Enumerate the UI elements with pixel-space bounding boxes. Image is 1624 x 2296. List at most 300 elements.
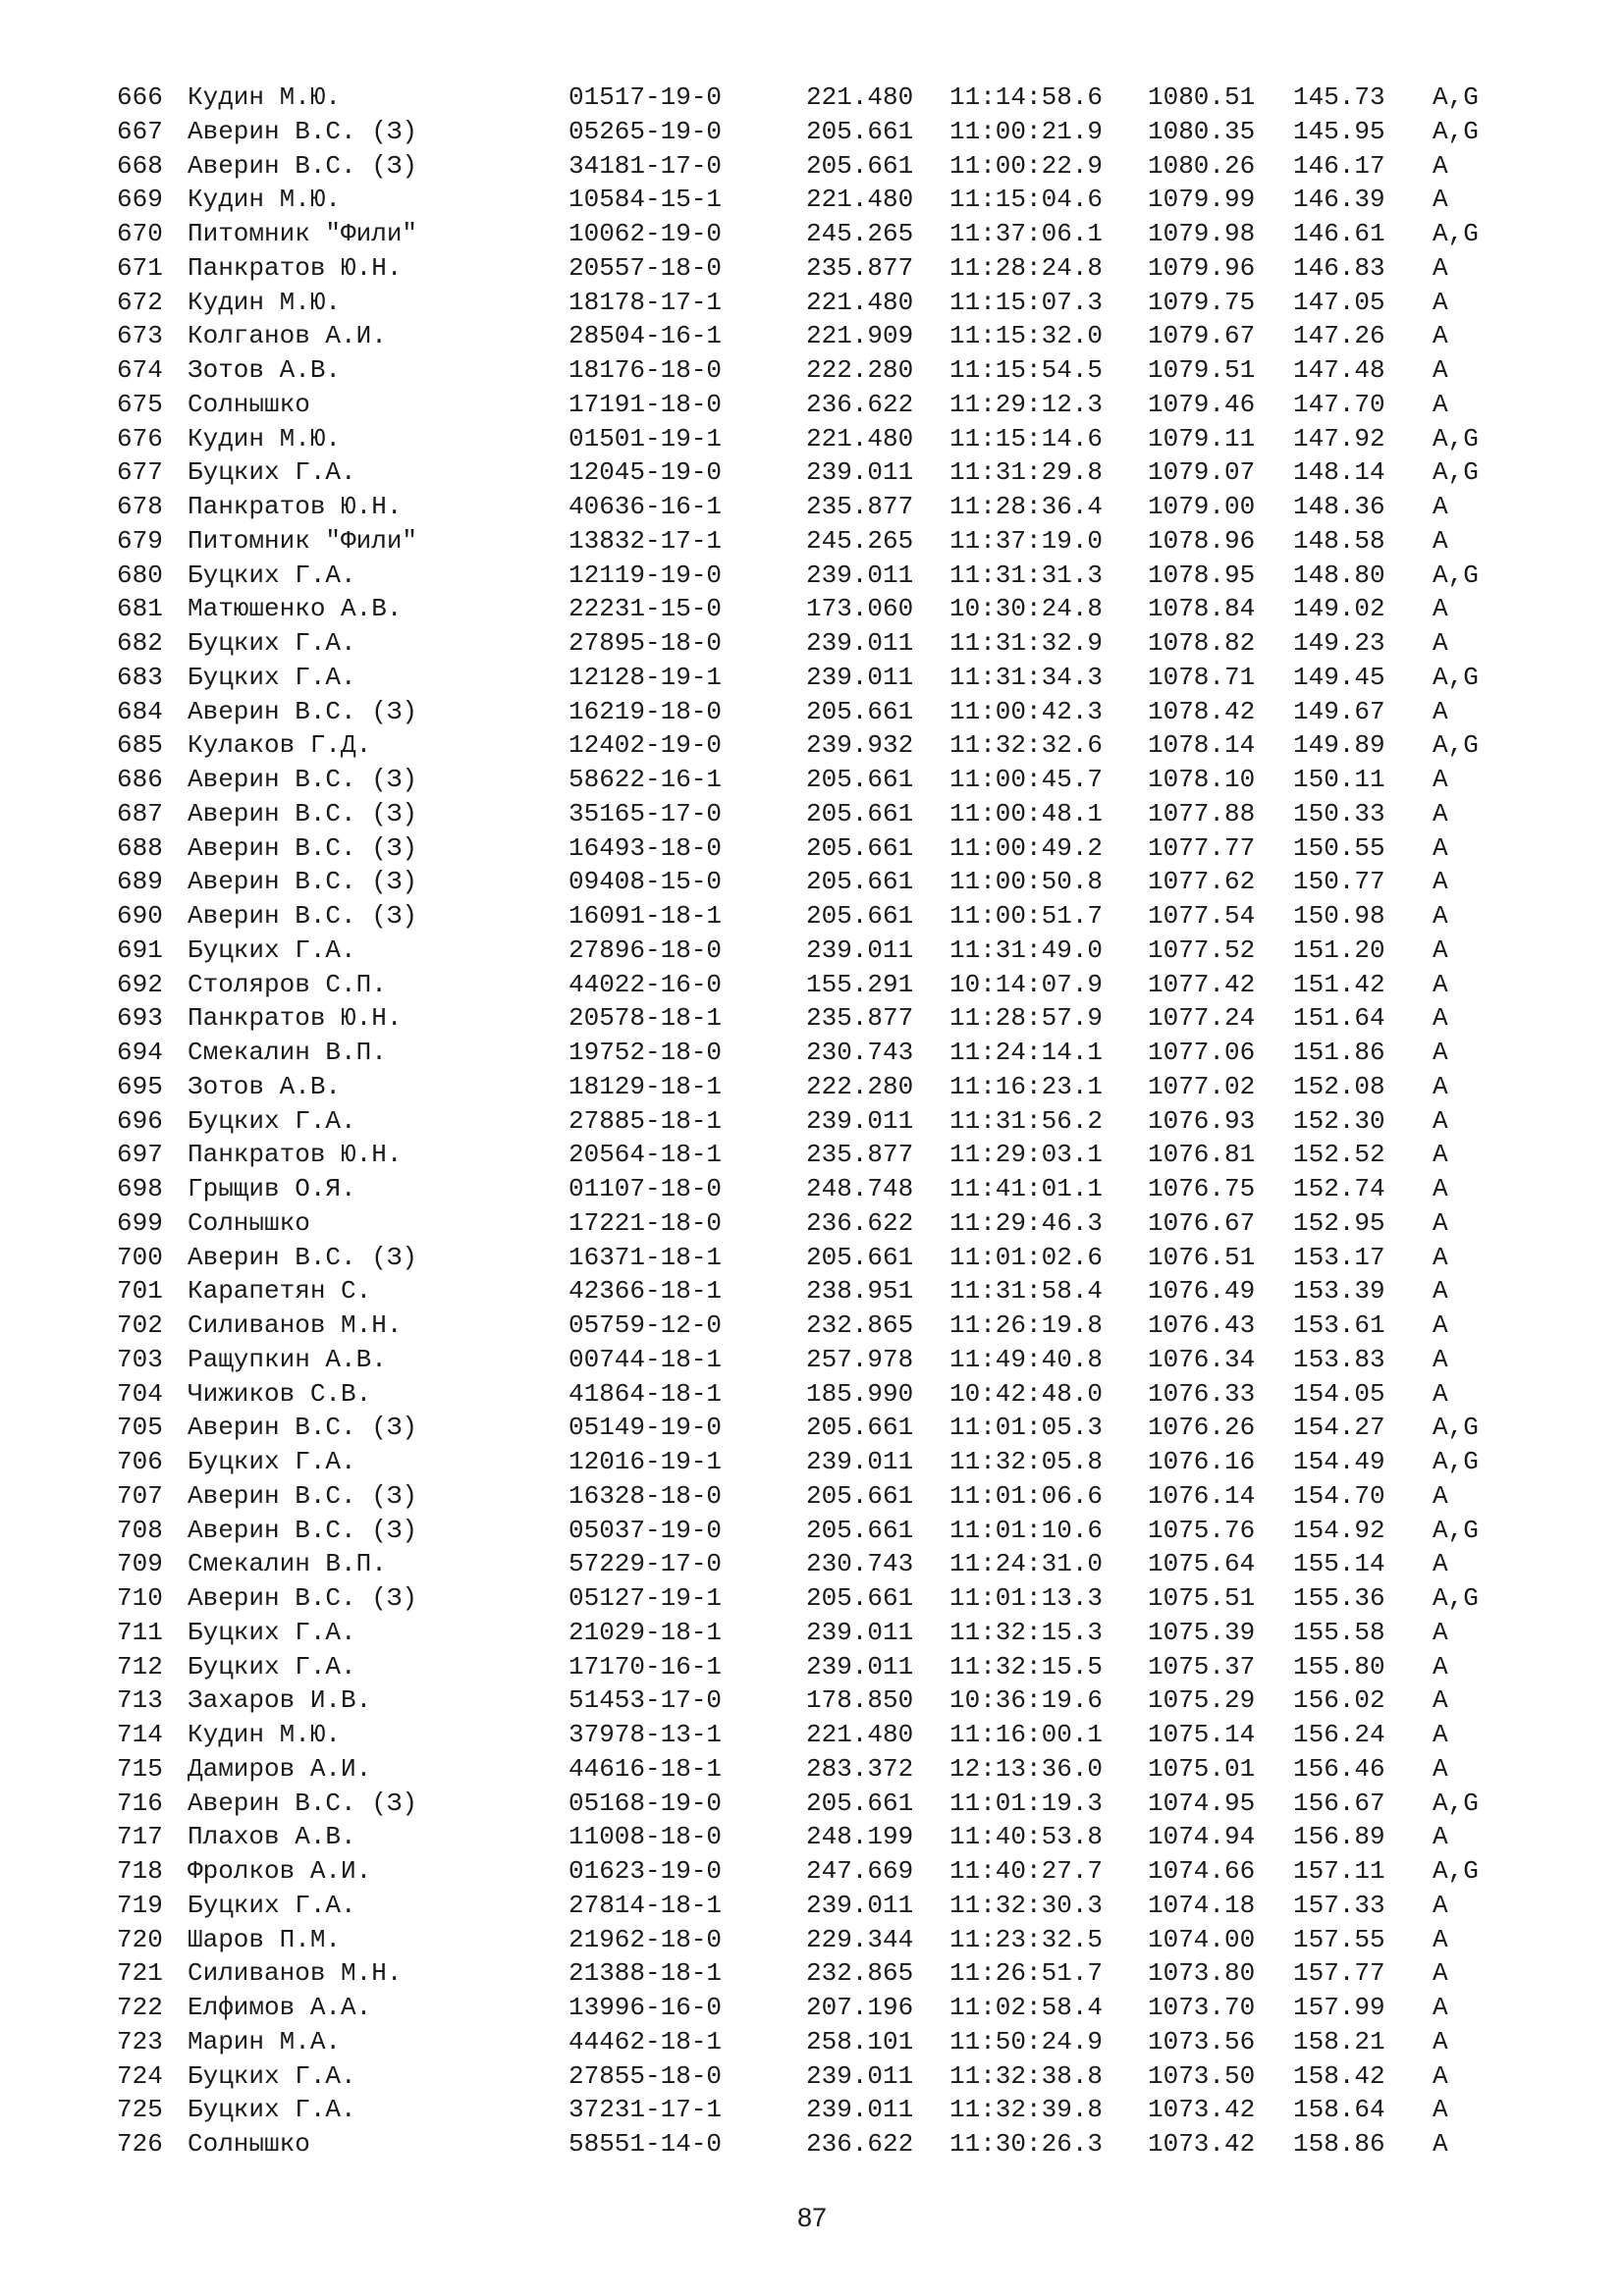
fancier-name: Буцких Г.А.	[188, 628, 356, 658]
table-row	[117, 1650, 1531, 1684]
speed: 1076.33	[1148, 1378, 1256, 1409]
ring-number: 10584-15-1	[568, 185, 723, 215]
points: 147.26	[1293, 321, 1385, 351]
speed: 1073.42	[1148, 2095, 1256, 2125]
arrival-time: 11:24:14.1	[949, 1038, 1104, 1067]
distance: 239.011	[806, 457, 914, 488]
table-row	[117, 2127, 1531, 2162]
row-number: 678	[117, 492, 163, 521]
arrival-time: 11:29:12.3	[949, 389, 1104, 419]
speed: 1079.75	[1148, 287, 1256, 317]
table-row	[117, 728, 1531, 763]
points: 149.89	[1293, 730, 1385, 761]
speed: 1078.96	[1148, 525, 1256, 556]
speed: 1078.95	[1148, 560, 1256, 590]
fancier-name: Колганов А.И.	[188, 321, 387, 351]
flags: A	[1433, 765, 1448, 794]
ring-number: 27895-18-0	[568, 628, 723, 658]
arrival-time: 11:00:21.9	[949, 116, 1104, 146]
table-row	[117, 831, 1531, 866]
flags: A	[1433, 2129, 1448, 2159]
points: 151.86	[1293, 1038, 1385, 1067]
row-number: 666	[117, 82, 163, 112]
fancier-name: Шаров П.М.	[188, 1924, 342, 1954]
speed: 1078.84	[1148, 594, 1256, 624]
arrival-time: 11:02:58.4	[949, 1993, 1104, 2022]
points: 152.30	[1293, 1105, 1385, 1136]
ring-number: 27885-18-1	[568, 1105, 723, 1136]
table-row	[117, 1683, 1531, 1718]
points: 151.64	[1293, 1003, 1385, 1034]
points: 155.58	[1293, 1617, 1385, 1647]
fancier-name: Панкратов Ю.Н.	[188, 1140, 403, 1170]
ring-number: 21388-18-1	[568, 1958, 723, 1989]
distance: 235.877	[806, 492, 914, 521]
speed: 1075.51	[1148, 1583, 1256, 1613]
flags: A	[1433, 1753, 1448, 1784]
row-number: 682	[117, 628, 163, 658]
table-row	[117, 2059, 1531, 2094]
flags: A	[1433, 1105, 1448, 1136]
row-number: 700	[117, 1242, 163, 1272]
table-row	[117, 217, 1531, 251]
arrival-time: 11:32:39.8	[949, 2095, 1104, 2125]
flags: A	[1433, 2095, 1448, 2125]
row-number: 672	[117, 287, 163, 317]
flags: A,G	[1433, 1515, 1479, 1545]
points: 146.39	[1293, 185, 1385, 215]
arrival-time: 11:32:30.3	[949, 1890, 1104, 1920]
speed: 1073.50	[1148, 2060, 1256, 2091]
table-row	[117, 1036, 1531, 1070]
row-number: 688	[117, 832, 163, 863]
points: 146.17	[1293, 150, 1385, 181]
ring-number: 58622-16-1	[568, 765, 723, 794]
arrival-time: 11:16:00.1	[949, 1720, 1104, 1749]
arrival-time: 11:00:50.8	[949, 867, 1104, 897]
fancier-name: Матюшенко А.В.	[188, 594, 403, 624]
row-number: 680	[117, 560, 163, 590]
row-number: 681	[117, 594, 163, 624]
ring-number: 27814-18-1	[568, 1890, 723, 1920]
row-number: 704	[117, 1378, 163, 1409]
distance: 205.661	[806, 901, 914, 931]
points: 157.55	[1293, 1924, 1385, 1954]
table-row	[117, 934, 1531, 968]
row-number: 719	[117, 1890, 163, 1920]
distance: 205.661	[806, 1242, 914, 1272]
speed: 1074.94	[1148, 1822, 1256, 1852]
row-number: 721	[117, 1958, 163, 1989]
flags: A	[1433, 1651, 1448, 1682]
table-row	[117, 251, 1531, 286]
distance: 205.661	[806, 1480, 914, 1511]
speed: 1077.88	[1148, 798, 1256, 828]
arrival-time: 11:32:38.8	[949, 2060, 1104, 2091]
ring-number: 00744-18-1	[568, 1344, 723, 1374]
table-row	[117, 865, 1531, 899]
points: 155.80	[1293, 1651, 1385, 1682]
table-row	[117, 1923, 1531, 1957]
row-number: 707	[117, 1480, 163, 1511]
speed: 1075.14	[1148, 1720, 1256, 1749]
row-number: 726	[117, 2129, 163, 2159]
points: 149.02	[1293, 594, 1385, 624]
ring-number: 35165-17-0	[568, 798, 723, 828]
table-row	[117, 1479, 1531, 1514]
row-number: 720	[117, 1924, 163, 1954]
ring-number: 57229-17-0	[568, 1549, 723, 1579]
speed: 1080.35	[1148, 116, 1256, 146]
speed: 1076.14	[1148, 1480, 1256, 1511]
speed: 1076.67	[1148, 1207, 1256, 1238]
fancier-name: Питомник "Фили"	[188, 219, 418, 248]
fancier-name: Кудин М.Ю.	[188, 423, 342, 454]
ring-number: 22231-15-0	[568, 594, 723, 624]
speed: 1079.51	[1148, 355, 1256, 385]
speed: 1074.66	[1148, 1856, 1256, 1886]
table-row	[117, 1616, 1531, 1650]
speed: 1078.10	[1148, 765, 1256, 794]
points: 149.67	[1293, 696, 1385, 726]
distance: 173.060	[806, 594, 914, 624]
arrival-time: 10:36:19.6	[949, 1685, 1104, 1716]
fancier-name: Аверин В.С. (З)	[188, 867, 418, 897]
ring-number: 28504-16-1	[568, 321, 723, 351]
points: 154.92	[1293, 1515, 1385, 1545]
speed: 1077.02	[1148, 1071, 1256, 1101]
ring-number: 01517-19-0	[568, 82, 723, 112]
table-row	[117, 1787, 1531, 1821]
fancier-name: Кудин М.Ю.	[188, 82, 342, 112]
row-number: 673	[117, 321, 163, 351]
distance: 239.011	[806, 934, 914, 965]
flags: A	[1433, 1617, 1448, 1647]
row-number: 703	[117, 1344, 163, 1374]
points: 149.45	[1293, 662, 1385, 692]
table-row	[117, 353, 1531, 388]
flags: A	[1433, 2026, 1448, 2056]
arrival-time: 11:00:22.9	[949, 150, 1104, 181]
fancier-name: Смекалин В.П.	[188, 1549, 387, 1579]
distance: 235.877	[806, 1140, 914, 1170]
table-row	[117, 1581, 1531, 1616]
arrival-time: 11:00:48.1	[949, 798, 1104, 828]
table-row	[117, 455, 1531, 490]
distance: 229.344	[806, 1924, 914, 1954]
speed: 1079.11	[1148, 423, 1256, 454]
table-row	[117, 1206, 1531, 1241]
flags: A,G	[1433, 82, 1479, 112]
row-number: 679	[117, 525, 163, 556]
distance: 205.661	[806, 1788, 914, 1818]
arrival-time: 11:26:51.7	[949, 1958, 1104, 1989]
table-row	[117, 490, 1531, 524]
flags: A	[1433, 1242, 1448, 1272]
flags: A	[1433, 150, 1448, 181]
ring-number: 18129-18-1	[568, 1071, 723, 1101]
flags: A,G	[1433, 1788, 1479, 1818]
fancier-name: Кудин М.Ю.	[188, 287, 342, 317]
page-number: 87	[796, 2203, 828, 2232]
flags: A	[1433, 252, 1448, 283]
distance: 221.480	[806, 185, 914, 215]
results-table	[117, 80, 1531, 2162]
flags: A	[1433, 525, 1448, 556]
distance: 236.622	[806, 1207, 914, 1238]
distance: 221.480	[806, 82, 914, 112]
row-number: 667	[117, 116, 163, 146]
speed: 1073.56	[1148, 2026, 1256, 2056]
arrival-time: 11:40:27.7	[949, 1856, 1104, 1886]
distance: 205.661	[806, 150, 914, 181]
speed: 1077.42	[1148, 969, 1256, 999]
arrival-time: 11:31:32.9	[949, 628, 1104, 658]
flags: A	[1433, 389, 1448, 419]
ring-number: 42366-18-1	[568, 1276, 723, 1307]
arrival-time: 11:31:56.2	[949, 1105, 1104, 1136]
points: 153.39	[1293, 1276, 1385, 1307]
arrival-time: 11:16:23.1	[949, 1071, 1104, 1101]
distance: 230.743	[806, 1549, 914, 1579]
ring-number: 09408-15-0	[568, 867, 723, 897]
fancier-name: Буцких Г.А.	[188, 934, 356, 965]
row-number: 723	[117, 2026, 163, 2056]
arrival-time: 11:32:15.3	[949, 1617, 1104, 1647]
speed: 1076.16	[1148, 1447, 1256, 1476]
table-row	[117, 1343, 1531, 1377]
table-row	[117, 1241, 1531, 1275]
points: 151.42	[1293, 969, 1385, 999]
points: 154.05	[1293, 1378, 1385, 1409]
arrival-time: 11:00:42.3	[949, 696, 1104, 726]
row-number: 725	[117, 2095, 163, 2125]
distance: 236.622	[806, 389, 914, 419]
flags: A,G	[1433, 219, 1479, 248]
ring-number: 27896-18-0	[568, 934, 723, 965]
flags: A,G	[1433, 662, 1479, 692]
ring-number: 17191-18-0	[568, 389, 723, 419]
flags: A,G	[1433, 457, 1479, 488]
speed: 1077.62	[1148, 867, 1256, 897]
points: 147.05	[1293, 287, 1385, 317]
flags: A	[1433, 934, 1448, 965]
ring-number: 12128-19-1	[568, 662, 723, 692]
ring-number: 16371-18-1	[568, 1242, 723, 1272]
row-number: 718	[117, 1856, 163, 1886]
distance: 222.280	[806, 355, 914, 385]
ring-number: 16493-18-0	[568, 832, 723, 863]
arrival-time: 11:15:04.6	[949, 185, 1104, 215]
fancier-name: Панкратов Ю.Н.	[188, 492, 403, 521]
speed: 1077.24	[1148, 1003, 1256, 1034]
table-row	[117, 1752, 1531, 1787]
points: 148.36	[1293, 492, 1385, 521]
ring-number: 19752-18-0	[568, 1038, 723, 1067]
table-row	[117, 1956, 1531, 1991]
fancier-name: Буцких Г.А.	[188, 1890, 356, 1920]
points: 146.83	[1293, 252, 1385, 283]
flags: A	[1433, 969, 1448, 999]
arrival-time: 11:32:05.8	[949, 1447, 1104, 1476]
points: 158.42	[1293, 2060, 1385, 2091]
arrival-time: 11:15:14.6	[949, 423, 1104, 454]
distance: 239.011	[806, 1651, 914, 1682]
row-number: 669	[117, 185, 163, 215]
table-row	[117, 1308, 1531, 1343]
arrival-time: 12:13:36.0	[949, 1753, 1104, 1784]
table-row	[117, 524, 1531, 559]
ring-number: 16091-18-1	[568, 901, 723, 931]
fancier-name: Кудин М.Ю.	[188, 1720, 342, 1749]
flags: A	[1433, 628, 1448, 658]
arrival-time: 11:41:01.1	[949, 1174, 1104, 1203]
distance: 205.661	[806, 765, 914, 794]
speed: 1076.34	[1148, 1344, 1256, 1374]
fancier-name: Буцких Г.А.	[188, 2060, 356, 2091]
arrival-time: 11:29:03.1	[949, 1140, 1104, 1170]
arrival-time: 11:32:15.5	[949, 1651, 1104, 1682]
distance: 239.011	[806, 560, 914, 590]
points: 156.02	[1293, 1685, 1385, 1716]
points: 157.99	[1293, 1993, 1385, 2022]
fancier-name: Аверин В.С. (З)	[188, 1515, 418, 1545]
row-number: 695	[117, 1071, 163, 1101]
arrival-time: 11:28:57.9	[949, 1003, 1104, 1034]
ring-number: 44462-18-1	[568, 2026, 723, 2056]
row-number: 722	[117, 1993, 163, 2022]
points: 156.46	[1293, 1753, 1385, 1784]
points: 158.64	[1293, 2095, 1385, 2125]
flags: A,G	[1433, 1856, 1479, 1886]
row-number: 674	[117, 355, 163, 385]
table-row	[117, 1991, 1531, 2025]
distance: 238.951	[806, 1276, 914, 1307]
fancier-name: Смекалин В.П.	[188, 1038, 387, 1067]
ring-number: 05168-19-0	[568, 1788, 723, 1818]
distance: 221.480	[806, 423, 914, 454]
fancier-name: Аверин В.С. (З)	[188, 1242, 418, 1272]
points: 146.61	[1293, 219, 1385, 248]
points: 156.67	[1293, 1788, 1385, 1818]
arrival-time: 11:31:29.8	[949, 457, 1104, 488]
distance: 258.101	[806, 2026, 914, 2056]
speed: 1075.29	[1148, 1685, 1256, 1716]
table-row	[117, 1070, 1531, 1104]
speed: 1076.49	[1148, 1276, 1256, 1307]
distance: 155.291	[806, 969, 914, 999]
speed: 1079.46	[1148, 389, 1256, 419]
fancier-name: Зотов А.В.	[188, 1071, 342, 1101]
fancier-name: Аверин В.С. (З)	[188, 1413, 418, 1443]
table-row	[117, 1547, 1531, 1581]
points: 145.95	[1293, 116, 1385, 146]
table-row	[117, 422, 1531, 456]
arrival-time: 11:01:05.3	[949, 1413, 1104, 1443]
points: 150.55	[1293, 832, 1385, 863]
distance: 235.877	[806, 252, 914, 283]
ring-number: 58551-14-0	[568, 2129, 723, 2159]
points: 153.61	[1293, 1310, 1385, 1340]
ring-number: 18178-17-1	[568, 287, 723, 317]
flags: A	[1433, 1890, 1448, 1920]
fancier-name: Буцких Г.А.	[188, 457, 356, 488]
ring-number: 16219-18-0	[568, 696, 723, 726]
row-number: 715	[117, 1753, 163, 1784]
fancier-name: Буцких Г.А.	[188, 1617, 356, 1647]
fancier-name: Ращупкин А.В.	[188, 1344, 387, 1374]
ring-number: 05037-19-0	[568, 1515, 723, 1545]
fancier-name: Питомник "Фили"	[188, 525, 418, 556]
flags: A	[1433, 2060, 1448, 2091]
points: 157.77	[1293, 1958, 1385, 1989]
speed: 1079.67	[1148, 321, 1256, 351]
fancier-name: Зотов А.В.	[188, 355, 342, 385]
table-row	[117, 1854, 1531, 1889]
arrival-time: 11:31:58.4	[949, 1276, 1104, 1307]
arrival-time: 11:15:07.3	[949, 287, 1104, 317]
fancier-name: Карапетян С.	[188, 1276, 372, 1307]
distance: 207.196	[806, 1993, 914, 2022]
points: 148.80	[1293, 560, 1385, 590]
flags: A	[1433, 594, 1448, 624]
flags: A	[1433, 1344, 1448, 1374]
fancier-name: Аверин В.С. (З)	[188, 696, 418, 726]
table-row	[117, 80, 1531, 115]
arrival-time: 11:01:19.3	[949, 1788, 1104, 1818]
speed: 1079.96	[1148, 252, 1256, 283]
row-number: 696	[117, 1105, 163, 1136]
fancier-name: Панкратов Ю.Н.	[188, 252, 403, 283]
points: 154.49	[1293, 1447, 1385, 1476]
fancier-name: Силиванов М.Н.	[188, 1310, 403, 1340]
flags: A	[1433, 492, 1448, 521]
flags: A	[1433, 1480, 1448, 1511]
row-number: 671	[117, 252, 163, 283]
distance: 205.661	[806, 1583, 914, 1613]
arrival-time: 11:32:32.6	[949, 730, 1104, 761]
fancier-name: Панкратов Ю.Н.	[188, 1003, 403, 1034]
ring-number: 05265-19-0	[568, 116, 723, 146]
ring-number: 41864-18-1	[568, 1378, 723, 1409]
speed: 1075.37	[1148, 1651, 1256, 1682]
row-number: 711	[117, 1617, 163, 1647]
table-row	[117, 899, 1531, 934]
fancier-name: Аверин В.С. (З)	[188, 798, 418, 828]
ring-number: 13996-16-0	[568, 1993, 723, 2022]
distance: 232.865	[806, 1958, 914, 1989]
distance: 221.909	[806, 321, 914, 351]
speed: 1073.80	[1148, 1958, 1256, 1989]
distance: 239.011	[806, 1447, 914, 1476]
distance: 239.932	[806, 730, 914, 761]
points: 158.21	[1293, 2026, 1385, 2056]
arrival-time: 11:31:49.0	[949, 934, 1104, 965]
speed: 1079.00	[1148, 492, 1256, 521]
flags: A	[1433, 1174, 1448, 1203]
flags: A,G	[1433, 1447, 1479, 1476]
speed: 1078.14	[1148, 730, 1256, 761]
speed: 1079.98	[1148, 219, 1256, 248]
table-row	[117, 626, 1531, 661]
points: 157.33	[1293, 1890, 1385, 1920]
points: 157.11	[1293, 1856, 1385, 1886]
speed: 1075.39	[1148, 1617, 1256, 1647]
ring-number: 11008-18-0	[568, 1822, 723, 1852]
row-number: 684	[117, 696, 163, 726]
ring-number: 21962-18-0	[568, 1924, 723, 1954]
fancier-name: Чижиков С.В.	[188, 1378, 372, 1409]
